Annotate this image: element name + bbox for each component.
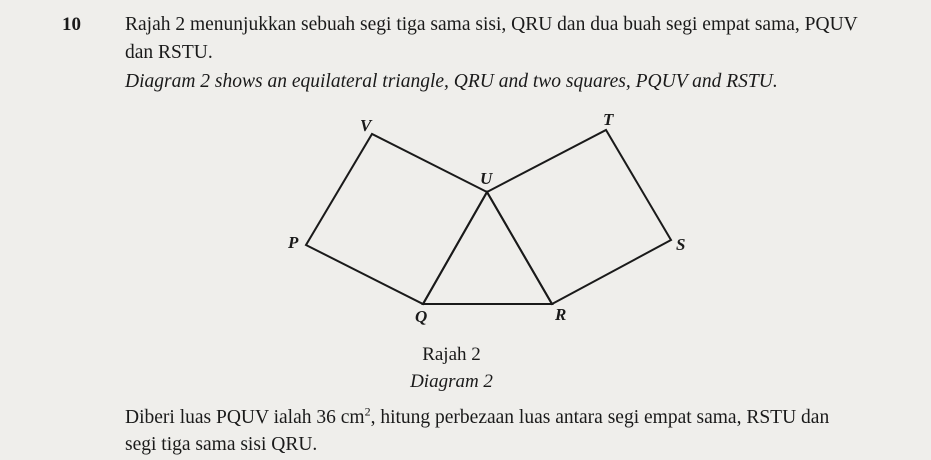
label-p: P: [288, 233, 299, 252]
question-given-line-2: segi tiga sama sisi QRU.: [125, 434, 318, 455]
square-pquv: [306, 134, 487, 304]
question-english-line: Diagram 2 shows an equilateral triangle, QRU and two squares, PQUV and RSTU.: [125, 71, 778, 92]
triangle-qru: [423, 192, 552, 304]
label-t: T: [603, 110, 614, 129]
label-r: R: [555, 305, 567, 324]
question-malay-line-2: dan RSTU.: [125, 42, 213, 63]
label-s: S: [676, 235, 686, 254]
label-v: V: [360, 116, 372, 135]
given-text-part-2: , hitung perbezaan luas antara segi empat sama, RSTU dan: [370, 407, 830, 428]
diagram-caption-english: Diagram 2: [410, 371, 493, 392]
question-given-line-1: [125, 404, 830, 429]
question-number: 10: [62, 14, 81, 35]
label-q: Q: [415, 307, 428, 326]
label-u: U: [480, 169, 493, 188]
diagram-caption-malay: Rajah 2: [422, 344, 481, 365]
given-superscript: 2: [364, 404, 371, 419]
given-text-part-1: Diberi luas PQUV ialah 36 cm: [125, 407, 365, 428]
square-rstu: [487, 130, 671, 304]
question-malay-line-1: Rajah 2 menunjukkan sebuah segi tiga sama sisi, QRU dan dua buah segi empat sama, PQUV: [125, 14, 858, 35]
